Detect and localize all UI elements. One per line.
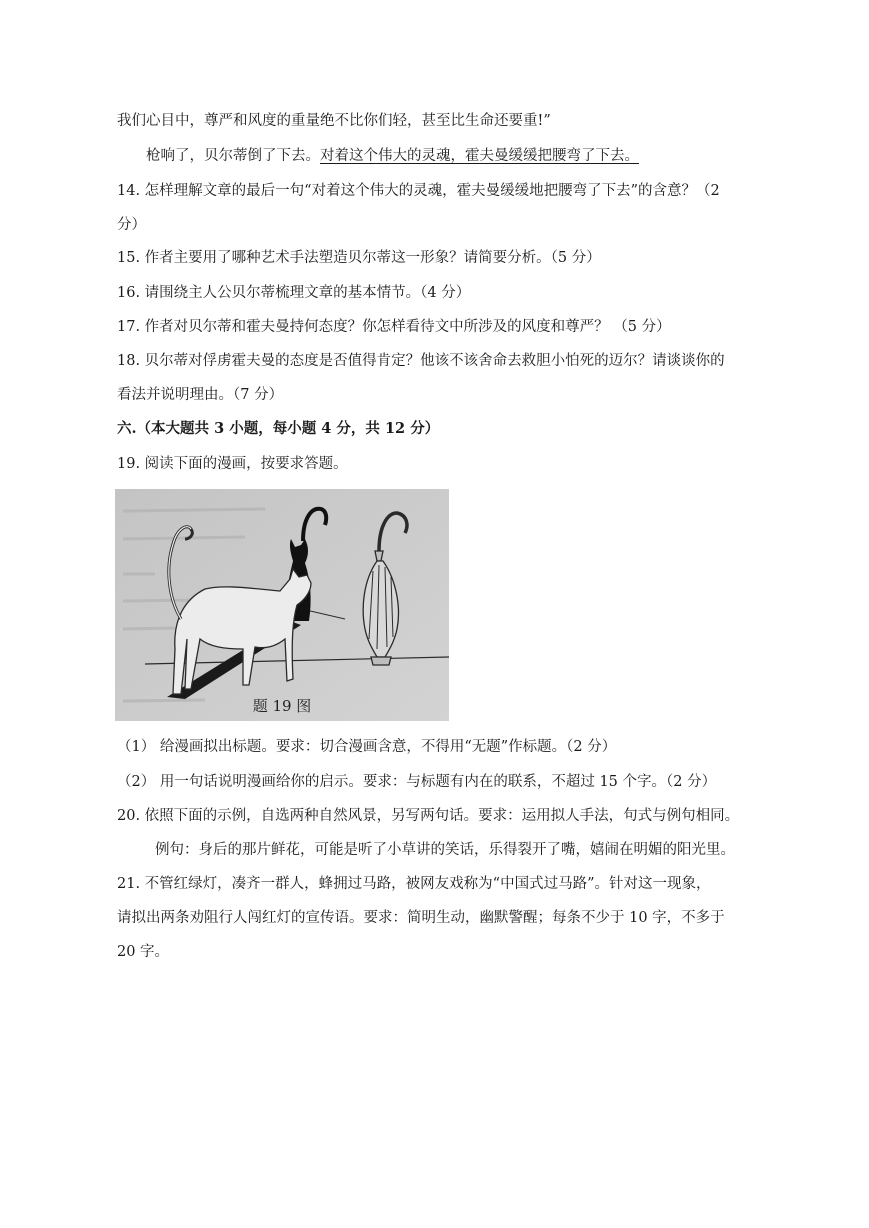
question-17: 17. 作者对贝尔蒂和霍夫曼持何态度？你怎样看待文中所涉及的风度和尊严？ （5 分） — [117, 319, 671, 335]
question-21-cont-2: 20 字。 — [117, 944, 170, 960]
text-line-2-plain: 枪响了，贝尔蒂倒了下去。 — [146, 148, 320, 164]
question-16: 16. 请围绕主人公贝尔蒂梳理文章的基本情节。（4 分） — [117, 285, 471, 301]
question-20: 20. 依照下面的示例，自选两种自然风景，另写两句话。要求：运用拟人手法，句式与例句相同。 — [117, 808, 740, 824]
text-line-2 — [146, 146, 639, 166]
text-line-2-underlined: 对着这个伟大的灵魂，霍夫曼缓缓把腰弯了下去。 — [320, 148, 639, 164]
question-14: 14. 怎样理解文章的最后一句“对着这个伟大的灵魂，霍夫曼缓缓地把腰弯了下去”的含意？（2 — [117, 183, 720, 199]
question-14-cont: 分） — [117, 217, 146, 233]
section-6-heading: 六.（本大题共 3 小题，每小题 4 分，共 12 分） — [117, 420, 440, 437]
text-line-1: 我们心目中，尊严和风度的重量绝不比你们轻，甚至比生命还要重!” — [117, 113, 551, 129]
question-19-part-1: （1） 给漫画拟出标题。要求：切合漫画含意，不得用“无题”作标题。（2 分） — [117, 739, 617, 755]
question-15: 15. 作者主要用了哪种艺术手法塑造贝尔蒂这一形象？请简要分析。（5 分） — [117, 250, 601, 266]
question-18-cont: 看法并说明理由。（7 分） — [117, 387, 284, 403]
question-20-example: 例句：身后的那片鲜花，可能是听了小草讲的笑话，乐得裂开了嘴，嬉闹在明媚的阳光里。 — [155, 842, 735, 858]
question-19: 19. 阅读下面的漫画，按要求答题。 — [117, 456, 348, 472]
cartoon-cat-umbrella-shadow-icon — [115, 489, 449, 721]
question-21-cont: 请拟出两条劝阻行人闯红灯的宣传语。要求：简明生动，幽默警醒；每条不少于 10 字，不多于 — [117, 910, 725, 926]
figure-caption: 题 19 图 — [252, 697, 312, 715]
question-19-part-2: （2） 用一句话说明漫画给你的启示。要求：与标题有内在的联系，不超过 15 个字。（2 分） — [117, 774, 717, 790]
question-18: 18. 贝尔蒂对俘虏霍夫曼的态度是否值得肯定？他该不该舍命去救胆小怕死的迈尔？请谈谈你的 — [117, 353, 725, 369]
question-21: 21. 不管红绿灯，凑齐一群人，蜂拥过马路，被网友戏称为“中国式过马路”。针对这一现象， — [117, 876, 711, 892]
cartoon-figure — [115, 489, 449, 721]
